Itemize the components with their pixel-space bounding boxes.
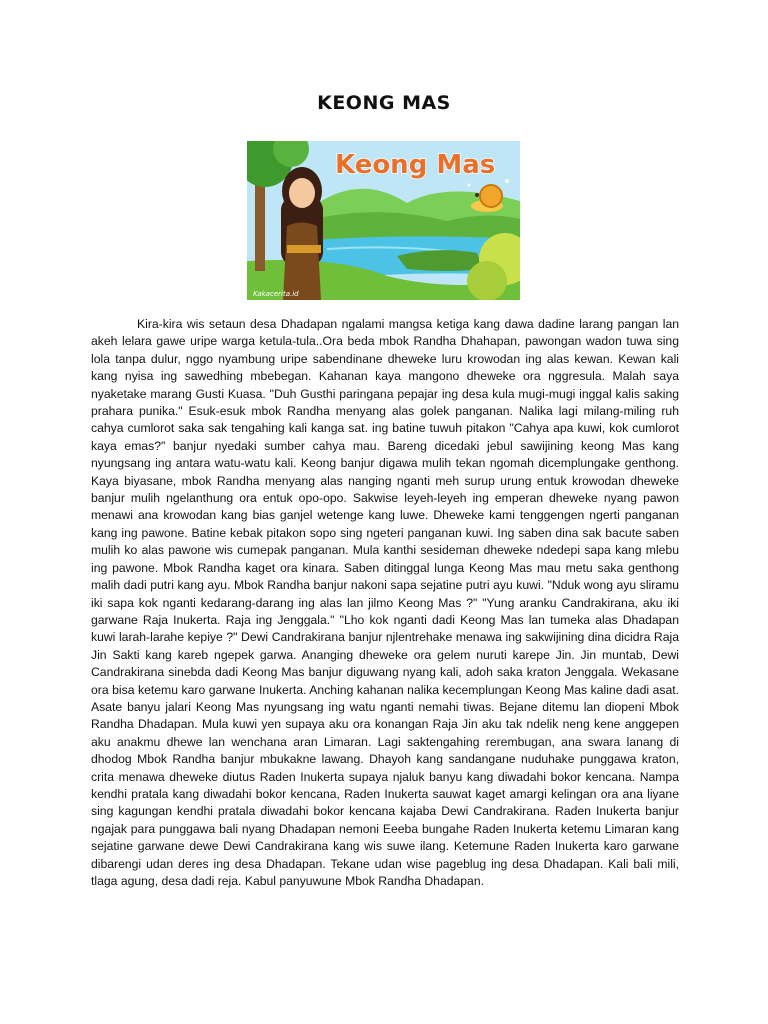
sparkle [505,179,509,183]
girl-face [289,178,315,208]
right-bush-lower [467,261,507,300]
snail-shell [480,185,502,207]
illustration-watermark: Kakacerita.id [253,290,299,298]
illustration-scene [247,141,520,300]
illustration-caption: Keong Mas [335,150,496,180]
snail-eye [475,193,479,197]
document-title: KEONG MAS [317,92,451,114]
sparkle-small [468,184,471,187]
story-illustration [247,141,520,300]
riverbank-rock [397,250,483,271]
girl-belt [287,245,321,253]
girl-dress [283,223,321,301]
story-body-paragraph: Kira-kira wis setaun desa Dhadapan ngalami mangsa ketiga kang dawa dadine larang pangan lan akeh lelara gawe uripe warga ketula-tula..Ora beda mbok Randha Dhahapan, pawongan wadon tuwa sing lola tanpa dulur, nggo nyambung uripe sabendinane dheweke luru krowodan ing alas kewan. Kewan kali kang nyisa ing sawedhing mbebegan. Kahanan kaya mangono dheweke ora nggresula. Malah saya nyaketake marang Gusti Kuasa. "Duh Gusthi paringana pepajar ing desa kula mugi-mugi inggal kalis saking prahara punika." Esuk-esuk mbok Randha menyang alas golek panganan. Nalika lagi milang-miling ruh cahya cumlorot saka sak tengahing kali kanga sat. ing batine tuwuh pitakon "Cahya apa kuwi, kok cumlorot kaya emas?" banjur nyedaki sumber cahya mau. Bareng dicedaki jebul sawijining keong Mas kang nyungsang ing antara watu-watu kali. Keong banjur digawa mulih tekan ngomah dicemplungake genthong. Kaya biyasane, mbok Randha menyang alas nanging nganti meh surup urung entuk krowodan dheweke banjur mulih ngelanthung ora entuk opo-opo. Sakwise leyeh-leyeh ing emperan dheweke nyang pawon menawi ana krowodan kang bias ganjel wetenge kang luwe. Dheweke kami tenggengen ngerti panganan kang ing pawone. Batine kebak pitakon sopo sing ngeteri panganan kuwi. Ing saben dina sak bacute saben mulih ko alas pawone wis cumepak panganan. Mula kanthi sesideman dheweke ndedepi sapa kang mlebu ing pawone. Mbok Randha kaget ora kinara. Saben ditinggal lunga Keong Mas mau metu saka genthong malih dadi putri kang ayu. Mbok Randha banjur nakoni sapa sejatine putri ayu kuwi. "Nduk wong ayu sliramu iki sapa kok nganti kedarang-darang ing alas lan jilmo Keong Mas ?" "Yung aranku Candrakirana, aku iki garwane Raja Inukerta. Raja ing Jenggala." "Lho kok nganti dadi Keong Mas lan tumeka alas Dhadapan kuwi larah-larahe kepiye ?" Dewi Candrakirana banjur njlentrehake menawa ing sakwijining dina dicidra Raja Jin Sakti kang kareb ngepek garwa. Ananging dheweke ora gelem nuruti karepe Jin. Jin muntab, Dewi Candrakirana sinebda dadi Keong Mas banjur diguwang nyang kali, adoh saka kraton Jenggala. Wekasane ora bisa ketemu karo garwane Inukerta. Anching kahanan nalika kecemplungan Keong Mas kaline dadi asat. Asate banyu jalari Keong Mas nyungsang ing watu nganti nemahi tiwas. Bejane ditemu lan diopeni Mbok Randha Dhadapan. Mula kuwi yen supaya aku ora konangan Raja Jin aku tak ndelik neng kene anggepen aku anakmu dhewe lan wenchana aran Limaran. Lagi saktengahing rerembugan, ana swara lanang di dhodog Mbok Randha banjur mbukakne lawang. Dhayoh kang sandangane nuduhake punggawa kraton, crita menawa dheweke diutus Raden Inukerta supaya njaluk banyu kang diwadahi bokor kencana. Nampa kendhi pratala kang diwadahi bokor kencana, Raden Inukerta sauwat kaget amargi kelingan ora ana liyane sing kagungan kendhi pratala diwadahi bokor kencana kajaba Dewi Candrakirana. Raden Inukerta banjur ngajak para punggawa bali nyang Dhadapan nemoni Eeeba bungahe Raden Inukerta ketemu Limaran kang sejatine garwane dewe Dewi Candrakirana kang wis suwe ilang. Ketemune Raden Inukerta karo garwane dibarengi udan deres ing desa Dhadapan. Tekane udan wise pageblug ing desa Dhadapan. Kali bali mili, tlaga agung, desa dadi reja. Kabul panyuwune Mbok Randha Dhadapan. [91,317,679,888]
